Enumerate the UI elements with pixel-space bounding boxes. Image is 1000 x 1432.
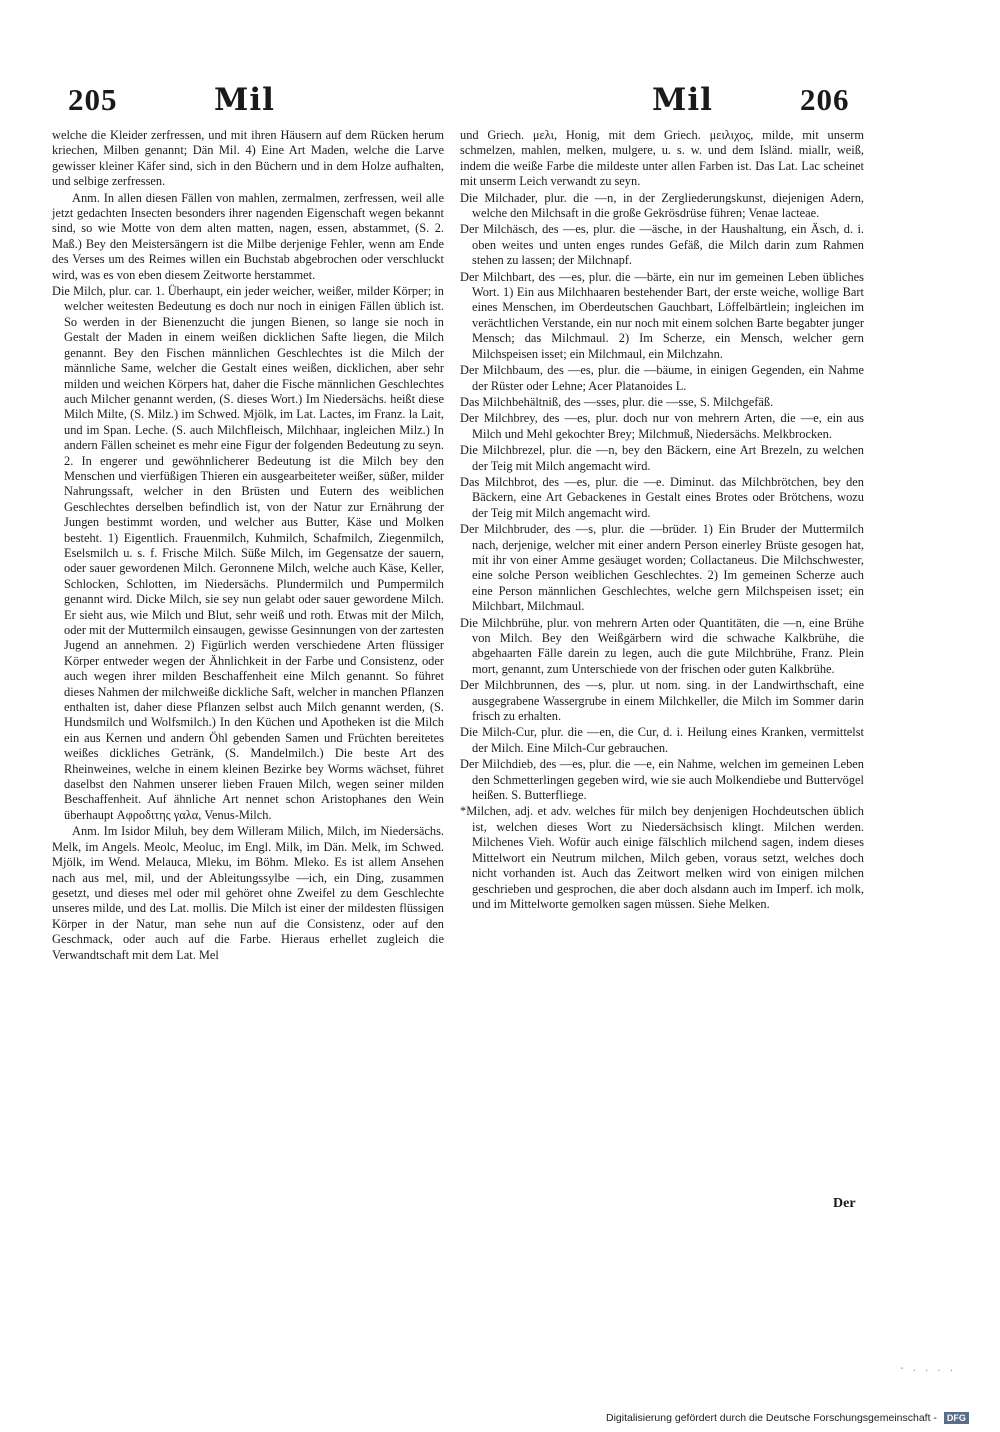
footer-credit: Digitalisierung gefördert durch die Deutsche Forschungsgemeinschaft - [606, 1412, 937, 1424]
left-column [52, 128, 444, 964]
entry-milchbruder: Der Milchbruder, des —s, plur. die —brüder. 1) Ein Bruder der Muttermilch nach, derjenige, welcher mit einer andern Person einerley Brüste gesogen hat, mit ihr von einer Amme gesäuget worden; Collactaneus. Die Milchschwester, eine solche Person weiblichen Geschlechtes. 2) Im gemeinen Scherze auch eine Person männlichen Geschlechtes, welche gern Milchspeisen isset; ein Milchbart, Milchmaul. [460, 522, 864, 614]
entry-milchbrezel: Die Milchbrezel, plur. die —n, bey den Bäckern, eine Art Brezeln, zu welchen der Teig mit Milch angemacht wird. [460, 443, 864, 473]
continuation-paragraph: und Griech. μελι, Honig, mit dem Griech. μειλιχος, milde, mit unserm schmelzen, mahlen, melken, mulgere, u. s. w. und dem Isländ. miallr, weiß, indem die weiße Farbe die mildeste unter allen Farben ist. Das Lat. Lac scheinet mit unserm Leich verwandt zu seyn. [460, 128, 864, 189]
entry-milchen: *Milchen, adj. et adv. welches für milch bey denjenigen Hochdeutschen üblich ist, welchen dieses Wort zu Niedersächsisch klingt. Milchen werden. Milchenes Vieh. Wofür auch einige fälschlich milchend sagen, indem dieses Mittelwort ein Neutrum milchen, Milch geben, voraus setzt, welches doch nicht vorhanden ist. Auch das Zeitwort melken wird von einigen milchen geschrieben und gesprochen, die aber doch alsdann auch im Imperf. ich molk, und im Mittelworte gemolken sagen müssen. Siehe Melken. [460, 804, 864, 911]
entry-milchbrunnen: Der Milchbrunnen, des —s, plur. ut nom. sing. in der Landwirthschaft, eine ausgegrabene Wassergrube in einem Milchkeller, die Milch im Sommer darin frisch zu erhalten. [460, 678, 864, 724]
annotation-paragraph: Anm. In allen diesen Fällen von mahlen, zermalmen, zerfressen, weil alle jetzt gedachten Insecten besonders ihrer nagenden Eigenschaft wegen bekannt sind, so wie Motte von dem alten matten, nagen, essen, abstammet, (S. 2. Maß.) Bey den Meistersängern ist die Milbe derjenige Fehler, wenn am Ende des Verses um des Reimes willen ein Buchstab abgebrochen oder verschluckt wird, was es von eben diesem Zeitworte herstammet. [52, 190, 444, 282]
scan-noise: - . . . . [900, 1363, 957, 1374]
annotation-paragraph: Anm. Im Isidor Miluh, bey dem Willeram Milich, Milch, im Niedersächs. Melk, im Angels. Meolc, Meoluc, im Engl. Milk, im Dän. Melk, im Schwed. Mjölk, im Wend. Melauca, Mleku, im Böhm. Mleko. Es ist allem Ansehen nach aus mel, mil, und der Ableitungssylbe —ich, ein Ding, zusammen gesetzt, und dieses mel oder mil gehöret ohne Zweifel zu dem Geschlechte unseres milde, und des Lat. mollis. Die Milch ist einer der mildesten flüssigen Körper in der Natur, man sehe nun auf die Consistenz, oder auf den Geschmack, oder auch auf die Farbe. Hieraus erhellet zugleich die Verwandtschaft mit dem Lat. Mel [52, 824, 444, 962]
entry-milch: Die Milch, plur. car. 1. Überhaupt, ein jeder weicher, weißer, milder Körper; in welcher weitesten Bedeutung es doch nur noch in einigen Fällen üblich ist. So werden in der Bienenzucht die jungen Bienen, so lange sie noch in Gestalt der Maden in einem weißen dicklichen Safte liegen, die Milch genannt. Bey den Fischen männlichen Geschlechtes ist die Milch der männliche Same, welcher die Gestalt eines weißen, dicklichen, aber sehr milden und weichen Körpers hat, daher die Fische männlichen Geschlechtes auch Milcher genannt werden, (S. dieses Wort.) Im Niedersächs. heißt diese Milch Milte, (S. Milz.) im Schwed. Mjölk, im Lat. Lactes, im Franz. la Lait, und im Span. Leche. (S. auch Milchfleisch, Milchhaar, ingleichen Milz.) In andern Fällen scheinet es mehr eine Figur der folgenden Bedeutung zu seyn. 2. In engerer und gewöhnlicherer Bedeutung ist die Milch bey den Menschen und vierfüßigen Thieren ein ausgearbeiteter weißer, süßer, milder Nahrungssaft, welcher in den Brüsten und Eutern des weiblichen Geschlechtes derselben befindlich ist, von der Natur zur Ernährung der Jungen bestimmt worden, und welcher aus Butter, Käse und Molken besteht. 1) Eigentlich. Frauenmilch, Kuhmilch, Schafmilch, Ziegenmilch, Eselsmilch u. s. f. Frische Milch. Süße Milch, im Gegensatze der sauern, oder sauer gewordenen Milch. Geronnene Milch, welche auch Käse, Keller, Schlocken, Schlotten, im Niedersächs. Plundermilch und Pumpermilch genannt wird. Dicke Milch, sie sey nun gelabt oder sauer gewordene Milch. Er sieht aus, wie Milch und Blut, sehr weiß und roth. Etwas mit der Milch, oder mit der Muttermilch einsaugen, gewisse Gesinnungen von der zartesten Jugend an annehmen. 2) Figürlich werden verschiedene Arten flüssiger Körper entweder wegen der Ähnlichkeit in der Farbe und Consistenz, oder auch wegen ihrer milden Beschaffenheit eine Milch genannt. So führet dieses Nahmen der milchweiße dickliche Saft, welcher in manchen Pflanzen enthalten ist, daher diese Pflanzen selbst auch Milch genannt werden, (S. Hundsmilch und Wolfsmilch.) In den Küchen und Apotheken ist die Milch ein aus Kernen und andern Öhl gebenden Samen und Früchten bereitetes weißes dickliches Getränk, (S. Mandelmilch.) Die beste Art des Rheinweines, welche in einem kleinen Bezirke bey Worms wächset, führet daselbst den Nahmen unserer lieben Frauen Milch, wegen seiner milden Beschaffenheit. Auf ähnliche Art nennet schon Aristophanes den Wein überhaupt Αφροδιτης γαλα, Venus-Milch. [52, 284, 444, 822]
page-number-right: 206 [800, 82, 850, 117]
right-column [460, 128, 864, 913]
entry-milchbrey: Der Milchbrey, des —es, plur. doch nur von mehrern Arten, die —e, ein aus Milch und Mehl gekochter Brey; Milchmuß, Niedersächs. Melkbrocken. [460, 411, 864, 441]
entry-milchader: Die Milchader, plur. die —n, in der Zergliederungskunst, diejenigen Adern, welche den Milchsaft in die große Gekrösdrüse führen; Venae lacteae. [460, 190, 864, 221]
entry-milchbrot: Das Milchbrot, des —es, plur. die —e. Diminut. das Milchbrötchen, bey den Bäckern, eine Art Gebackenes in Gestalt eines Brotes oder Brötchens, wozu der Teig mit Milch angemacht wird. [460, 474, 864, 520]
entry-milch-cur: Die Milch-Cur, plur. die —en, die Cur, d. i. Heilung eines Kranken, vermittelst der Milch. Eine Milch-Cur gebrauchen. [460, 725, 864, 755]
dfg-logo: DFG [944, 1412, 969, 1424]
page-number-left: 205 [68, 82, 118, 117]
continuation-paragraph: welche die Kleider zerfressen, und mit ihren Häusern auf dem Rücken herum kriechen, Milben genannt; Dän Mil. 4) Eine Art Maden, welche die Larve gewisser kleiner Käfer sind, sich in den Büchern und in dem Holze aufhalten, und selbige zerfressen. [52, 128, 444, 189]
digitization-footer [606, 1412, 969, 1424]
entry-milchdieb: Der Milchdieb, des —es, plur. die —e, ein Nahme, welchen im gemeinen Leben den Schmetterlingen gegeben wird, wie sie auch Molkendiebe und Buttervögel heißen. S. Butterfliege. [460, 757, 864, 803]
entry-milchbart: Der Milchbart, des —es, plur. die —bärte, ein nur im gemeinen Leben übliches Wort. 1) Ein aus Milchhaaren bestehender Bart, der erste weiche, wollige Bart eines Menschen, im Oberdeutschen Gauchbart, Löffelbärtlein; ingleichen im verächtlichen Verstande, ein nur noch mit einem solchen Barte begabter junger Mensch; das Milchmaul. 2) Im Scherze, ein Mensch, welcher gern Milchspeisen isset; ein Milchmaul, ein Milchzahn. [460, 269, 864, 361]
entry-milchbruehe: Die Milchbrühe, plur. von mehrern Arten oder Quantitäten, die —n, eine Brühe von Milch. Bey den Weißgärbern wird die schwache Kalkbrühe, die abgehaarten Fälle darein zu legen, auch die gute Milchbrühe, Franz. Plein mort, genannt, zum Unterschiede von der frischen oder guten Kalkbrühe. [460, 615, 864, 676]
entry-milchbehaeltniss: Das Milchbehältniß, des —sses, plur. die —sse, S. Milchgefäß. [460, 394, 774, 409]
catchword: Der [833, 1196, 856, 1211]
running-head-left: Mil [214, 82, 275, 118]
entry-milchaesch: Der Milchäsch, des —es, plur. die —äsche, in der Haushaltung, ein Äsch, d. i. oben weites und unten enges rundes Gefäß, die Milch darin zum Rahmen stehen zu lassen; der Milchnapf. [460, 222, 864, 268]
running-head-right: Mil [652, 82, 713, 118]
entry-milchbaum: Der Milchbaum, des —es, plur. die —bäume, in einigen Gegenden, ein Nahme der Rüster oder Lehne; Acer Platanoides L. [460, 363, 864, 393]
